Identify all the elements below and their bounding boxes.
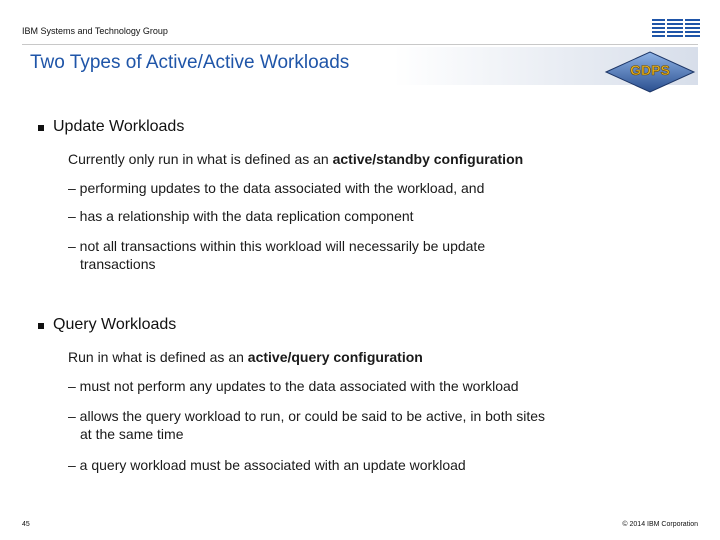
copyright: © 2014 IBM Corporation xyxy=(622,521,698,528)
intro-bold-text: active/standby configuration xyxy=(332,151,524,167)
square-bullet-icon xyxy=(38,323,44,329)
dash-item: – not all transactions within this workload will necessarily be update transactions xyxy=(68,238,486,272)
section-intro xyxy=(68,348,423,366)
dash-item: – a query workload must be associated with an update workload xyxy=(68,457,466,473)
section-intro xyxy=(68,150,523,168)
intro-text: Currently only run in what is defined as an xyxy=(68,151,333,167)
page-title: Two Types of Active/Active Workloads xyxy=(30,52,350,73)
intro-text: Run in what is defined as an xyxy=(68,349,248,365)
dash-item: – has a relationship with the data replication component xyxy=(68,208,414,224)
bullet-update-workloads xyxy=(38,118,184,136)
dash-item: – must not perform any updates to the data associated with the workload xyxy=(68,378,519,394)
bullet-query-workloads xyxy=(38,316,176,334)
dash-item: – performing updates to the data associated with the workload, and xyxy=(68,180,485,196)
svg-text:GDPS: GDPS xyxy=(630,62,670,78)
dash-item: – allows the query workload to run, or could be said to be active, in both sites at the same time xyxy=(68,408,546,442)
header-group-label: IBM Systems and Technology Group xyxy=(22,26,168,36)
square-bullet-icon xyxy=(38,125,44,131)
section-heading: Query Workloads xyxy=(53,316,177,333)
section-heading: Update Workloads xyxy=(53,118,185,135)
page-number: 45 xyxy=(22,521,30,528)
intro-bold-text: active/query configuration xyxy=(247,349,423,365)
